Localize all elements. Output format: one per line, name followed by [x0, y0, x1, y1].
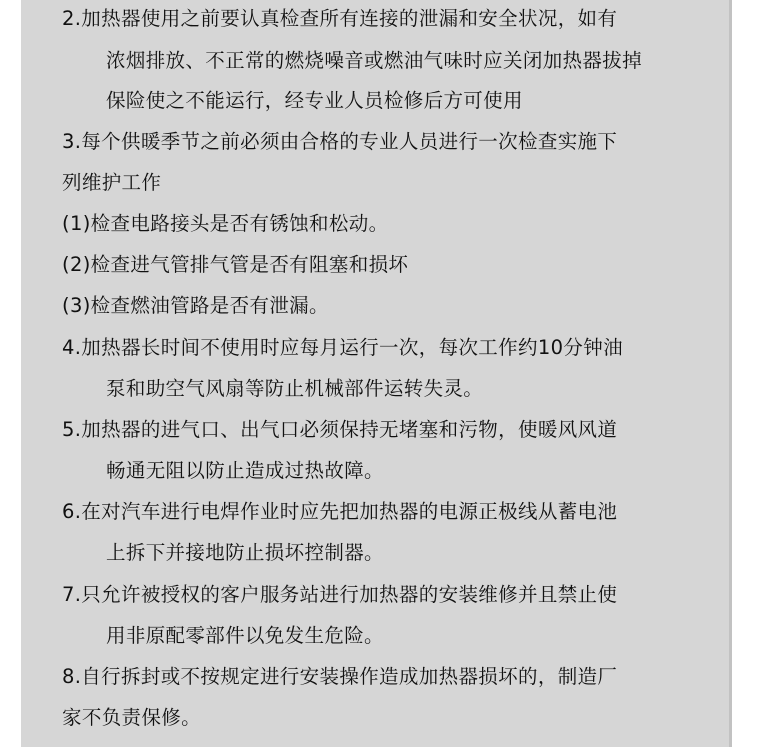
item-6-line-1: 6.在对汽车进行电焊作业时应先把加热器的电源正极线从蓄电池	[62, 500, 618, 523]
sub-item-2: (2)检查进气管排气管是否有阻塞和损坏	[62, 253, 409, 276]
item-7-line-2: 用非原配零部件以免发生危险。	[106, 624, 384, 647]
item-2-line-2: 浓烟排放、不正常的燃烧噪音或燃油气味时应关闭加热器拔掉	[106, 49, 642, 72]
item-4-line-2: 泵和助空气风扇等防止机械部件运转失灵。	[106, 377, 484, 400]
item-8-line-2: 家不负责保修。	[62, 706, 201, 729]
item-4-line-1: 4.加热器长时间不使用时应每月运行一次，每次工作约10分钟油	[62, 336, 623, 359]
item-3-line-2: 列维护工作	[62, 171, 162, 194]
item-8-line-1: 8.自行拆封或不按规定进行安装操作造成加热器损坏的，制造厂	[62, 665, 618, 688]
item-7-line-1: 7.只允许被授权的客户服务站进行加热器的安装维修并且禁止使	[62, 583, 618, 606]
item-2-line-3: 保险使之不能运行，经专业人员检修后方可使用	[106, 89, 523, 112]
item-6-line-2: 上拆下并接地防止损坏控制器。	[106, 541, 384, 564]
item-2-line-1: 2.加热器使用之前要认真检查所有连接的泄漏和安全状况，如有	[62, 7, 618, 30]
item-3-line-1: 3.每个供暖季节之前必须由合格的专业人员进行一次检查实施下	[62, 130, 618, 153]
instructions-panel	[21, 0, 732, 747]
item-5-line-1: 5.加热器的进气口、出气口必须保持无堵塞和污物，使暖风风道	[62, 418, 618, 441]
sub-item-3: (3)检查燃油管路是否有泄漏。	[62, 294, 329, 317]
item-5-line-2: 畅通无阻以防止造成过热故障。	[106, 459, 384, 482]
sub-item-1: (1)检查电路接头是否有锈蚀和松动。	[62, 212, 389, 235]
